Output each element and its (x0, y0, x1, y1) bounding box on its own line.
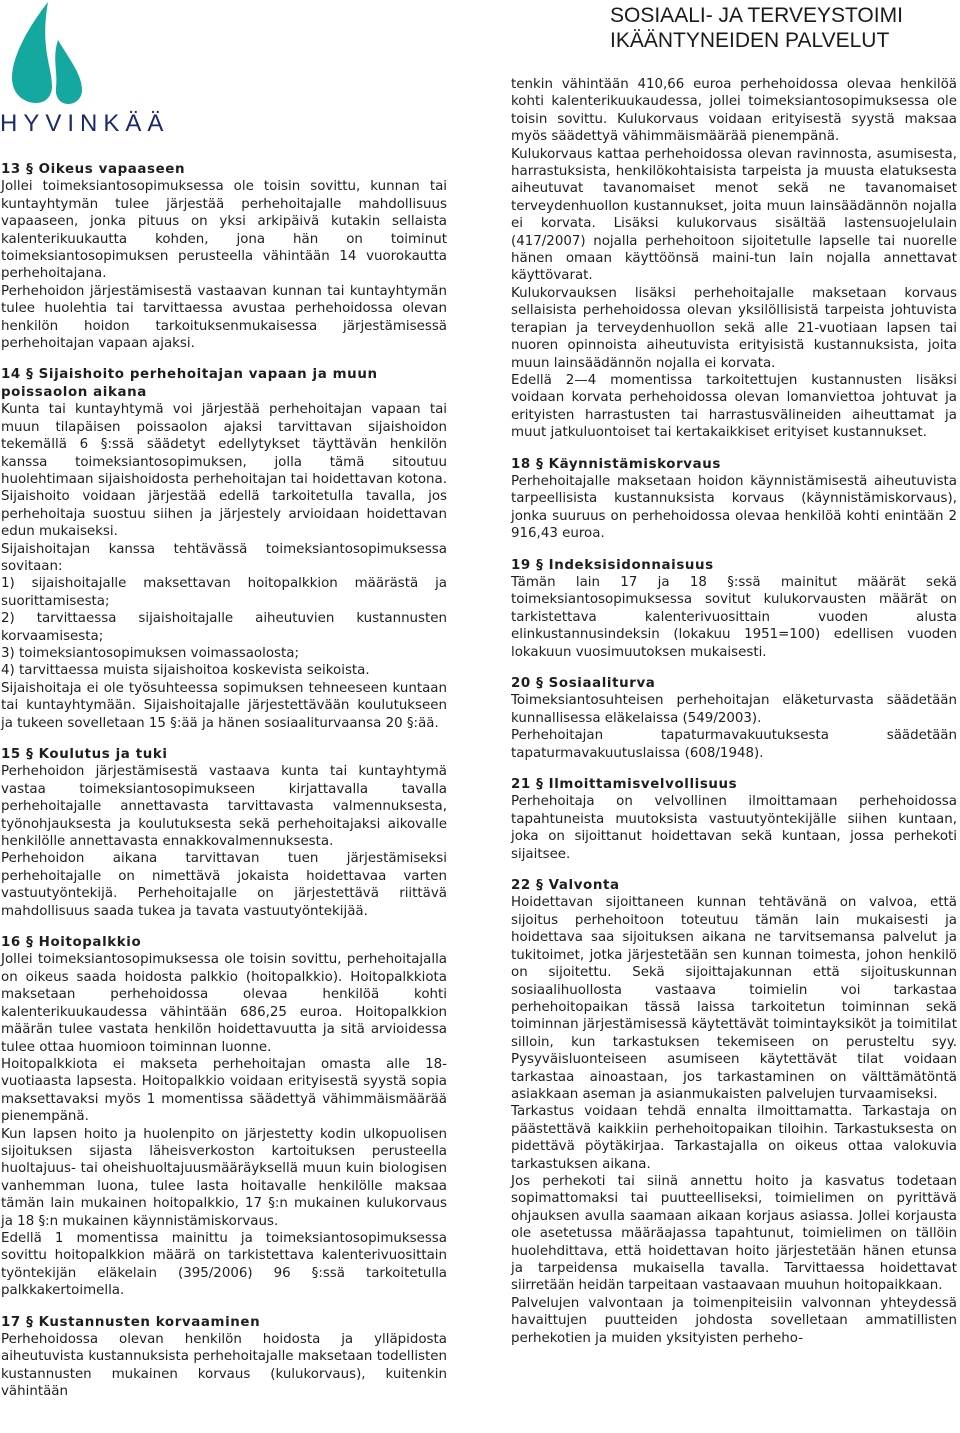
paragraph: Hoidettavan sijoittaneen kunnan tehtävänä on valvoa, että sijoitus perhehoitoon toteutuu tämän lain mukaisesti ja hoidettava saa sijoituksen aikana ne tarvitsemansa palvelut ja tukitoimet, jotka järjestetään sen kunnan toimesta, johon henkilö on sijoitettu. Sekä sijoittajakunnan että sijoituskunnan sosiaalihuollosta vastaava toimielin voi tarkastaa perhehoitopaikan tässä laissa tarkoitetun toiminnan sekä toiminnan järjestämisessä käytettävät toimintayksiköt ja toimitilat silloin, kun tarkastuksen tekemiseen on perusteltu syy. Pysyväisluonteiseen asumiseen käytettävät tilat voidaan tarkastaa ainoastaan, jos tarkastaminen on välttämätöntä asiakkaan aseman ja asianmukaisten palvelujen turvaamiseksi. (511, 895, 957, 1102)
paragraph: 3) toimeksiantosopimuksen voimassaolosta; (1, 645, 299, 661)
paragraph: Perhehoidon järjestämisestä vastaava kunta tai kuntayhtymä vastaa toimeksiantosopimukseen kirjattavalla tavalla perhehoitajalle annettavasta tarvittavasta valmennuksesta, työnohjauksesta ja koulutuksesta sekä perhehoitajaksi aikovalle henkilölle annettavasta ennakkovalmennuksesta. (1, 764, 447, 850)
left-column (1, 161, 447, 1415)
section (511, 776, 957, 863)
section (1, 934, 447, 1300)
section (511, 557, 957, 661)
paragraph: Perhehoitajan tapaturmavakuutuksesta säädetään tapaturmavakuutuslaissa (608/1948). (511, 728, 957, 761)
paragraph: tenkin vähintään 410,66 euroa perhehoidossa olevaa henkilöä kohti kalenterikuukaudessa, jollei toimeksiantosopimuksessa ole toisin sovittu. Kulukorvaus voidaan erityisestä syystä maksaa myös säädettyä vähimmäismäärää pienempänä. (511, 77, 957, 145)
section (511, 456, 957, 543)
paragraph: Jos perhekoti tai siinä annettu hoito ja kasvatus todetaan sopimattomaksi tai puutteelliseksi, toimielimen on pyrittävä ohjauksen avulla saamaan aikaan korjaus asiassa. Jollei korjausta ole asetetussa määräajassa tapahtunut, toimielimen on tällöin huolehdittava, että hoidettavan hoito järjestetään hänen etunsa ja tarpeidensa mukaisella tavalla. Tarvittaessa hoidettavat siirretään heidän tarpeitaan vastaavaan muuhun hoitopaikkaan. (511, 1173, 957, 1294)
department-line-2: IKÄÄNTYNEIDEN PALVELUT (610, 29, 890, 52)
paragraph: Kulukorvauksen lisäksi perhehoitajalle maksetaan korvaus sellaisista perhehoidossa olevan yksilöllisistä tarpeista johtuvista terapian ja terveydenhuollon sekä alle 21-vuotiaan lapsen tai nuoren opinnoista aiheutuvista erityisistä kustannuksista, joita muun lainsäädännön nojalla ei korvata. (511, 285, 957, 371)
logo-text: HYVINKÄÄ (0, 110, 170, 137)
section-heading: 13 § Oikeus vapaaseen (1, 162, 186, 177)
paragraph: Perhehoidon aikana tarvittavan tuen järjestämiseksi perhehoitajalle on nimettävä jokaista hoidettavaa varten vastuutyöntekijä. Perhehoitajalle on järjestettävä riittävä mahdollisuus saada tukea ja tavata vastuutyöntekijää. (1, 851, 447, 919)
section-heading: 20 § Sosiaaliturva (511, 676, 656, 691)
paragraph: Palvelujen valvontaan ja toimenpiteisiin valvonnan yhteydessä havaittujen puutteiden johdosta sovelletaan ammatillisten perhekotien ja muiden yksityisten perheho- (511, 1295, 957, 1346)
section (511, 76, 957, 442)
section (1, 746, 447, 920)
section-heading: 18 § Käynnistämiskorvaus (511, 456, 721, 472)
section-heading: 17 § Kustannusten korvaaminen (1, 1314, 261, 1330)
department-header (610, 3, 930, 53)
section-heading: 21 § Ilmoittamisvelvollisuus (511, 777, 738, 793)
paragraph: Sijaishoitaja ei ole työsuhteessa sopimuksen tehneeseen kuntaan tai kuntayhtymään. Sijaishoitajalle järjestettävään koulutukseen ja tukeen sovelletaan 15 §:ää ja hänen sosiaaliturvaansa 20 §:ää. (1, 680, 447, 731)
section (511, 877, 957, 1347)
section-heading: 19 § Indeksisidonnaisuus (511, 557, 714, 573)
paragraph: Kulukorvaus kattaa perhehoidossa olevan ravinnosta, asumisesta, harrastuksista, henkilökohtaisista tarpeista ja muusta elatuksesta aiheutuvat tavanomaiset menot sekä ne tavanomaiset terveydenhuollon kustannukset, joita muun lainsäädännön nojalla ei korvata. Lisäksi kulukorvaus sisältää lastensuojelulain (417/2007) nojalla perhehoitoon sijoitetulle lapselle tai nuorelle hänen omaan käyttöönsä maini-tun lain nojalla annettavat käyttövarat. (511, 146, 957, 284)
paragraph: Perhehoidon järjestämisestä vastaavan kunnan tai kuntayhtymän tulee huolehtia tai tarvittaessa avustaa perhehoidossa olevan henkilön hoidon tarkoituksenmukaisessa järjestämisessä perhehoitajan vapaan ajaksi. (1, 283, 447, 352)
paragraph: Edellä 2—4 momentissa tarkoitettujen kustannusten lisäksi voidaan korvata perhehoidossa olevan lomanviettoa johtuvat ja erityisten harrastusten tai harrastusvälineiden aiheuttamat ja muut jatkuluontoiset tai kertakaikkiset erityiset kustannukset. (511, 372, 957, 441)
paragraph: 4) tarvittaessa muista sijaishoitoa koskevista seikoista. (1, 663, 370, 679)
section (1, 1314, 447, 1401)
paragraph: Jollei toimeksiantosopimuksessa ole toisin sovittu, perhehoitajalla on oikeus saada hoidosta palkkio (hoitopalkkio). Hoitopalkkiota maksetaan perhehoidossa olevaa henkilöä kohti kalenterikuukaudessa vähintään 686,25 euroa. Hoitopalkkion määrän tulee vastata henkilön hoidettavuutta ja sitä arvioidessa tulee ottaa huomioon toiminnan luonne. (1, 952, 447, 1055)
paragraph: Hoitopalkkiota ei makseta perhehoitajan omasta alle 18-vuotiaasta lapsesta. Hoitopalkkio voidaan erityisestä syystä sopia maksettavaksi myös 1 momentissa säädettyä vähimmäismäärää pienempänä. (1, 1056, 447, 1125)
paragraph: Edellä 1 momentissa mainittu ja toimeksiantosopimuksessa sovittu hoitopalkkion määrä on tarkistettava kalenterivuosittain työntekijän eläkelain (395/2006) 96 §:ssä tarkoitetulla palkkakertoimella. (1, 1230, 447, 1299)
paragraph: Perhehoitajalle maksetaan hoidon käynnistämisestä aiheutuvista tarpeellisista kustannuksista korvaus (käynnistämiskorvaus), jonka suuruus on perhehoidossa olevaa henkilöä kohti enintään 2 916,43 euroa. (511, 473, 957, 542)
right-column (511, 76, 957, 1361)
section-heading: 16 § Hoitopalkkio (1, 935, 142, 951)
paragraph: Kun lapsen hoito ja huolenpito on järjestetty kodin ulkopuolisen sijoituksen sijasta läheisverkoston kartoituksen perusteella huoltajuus- tai oheishuoltajuusmääräyksellä muun kuin biologisen vanhemman luona, tulee lasta hoitavalle henkilölle maksaa tämän lain mukainen hoitopalkkio, 17 §:n mukainen kulukorvaus ja 18 §:n mukainen käynnistämiskorvaus. (1, 1126, 447, 1229)
section-heading: 14 § Sijaishoito perhehoitajan vapaan ja muun poissaolon aikana (1, 367, 378, 400)
department-line-1: SOSIAALI- JA TERVEYSTOIMI (610, 4, 903, 27)
section (511, 675, 957, 762)
section (1, 366, 447, 732)
paragraph: Perhehoidossa olevan henkilön hoidosta ja ylläpidosta aiheutuvista kustannuksista perhehoitajalle maksetaan todellisten kustannusten mukainen korvaus (kulukorvaus), kuitenkin vähintään (1, 1332, 447, 1400)
paragraph: Toimeksiantosuhteisen perhehoitajan eläketurvasta säädetään kunnallisessa eläkelaissa (549/2003). (511, 693, 957, 726)
section (1, 161, 447, 352)
paragraph: 1) sijaishoitajalle maksettavan hoitopalkkion määrästä ja suorittamisesta; (1, 576, 447, 609)
section-heading: 15 § Koulutus ja tuki (1, 747, 168, 762)
paragraph: Kunta tai kuntayhtymä voi järjestää perhehoitajan vapaan tai muun tilapäisen poissaolon ajaksi tarvittavan sijaishoidon tekemällä 6 §:ssä säädetyt edellytykset täyttävän henkilön kanssa toimeksiantosopimuksen, jolla tämä sitoutuu huolehtimaan sijaishoidosta perhehoitajan tai hoidettavan kotona. Sijaishoito voidaan järjestää edellä tarkoitetulla tavalla, jos perhehoitaja suostuu siihen ja järjestely arvioidaan hoidettavan edun mukaiseksi. (1, 402, 447, 540)
paragraph: Tämän lain 17 ja 18 §:ssä mainitut määrät sekä toimeksiantosopimuksessa sovitut kulukorvausten määrät on tarkistettava kalenterivuosittain vuoden alusta elinkustannusindeksin (lokakuu 1951=100) edellisen vuoden lokakuun vuosimuutoksen mukaisesti. (511, 574, 957, 660)
paragraph: Jollei toimeksiantosopimuksessa ole toisin sovittu, kunnan tai kuntayhtymän tulee järjestää perhehoitajalle mahdollisuus vapaaseen, jonka pituus on yksi arkipäivä kutakin sellaista kalenterikuukautta kohden, jona hän on toiminut toimeksiantosopimuksen perusteella vähintään 14 vuorokautta perhehoitajana. (1, 179, 447, 282)
paragraph: Perhehoitaja on velvollinen ilmoittamaan perhehoidossa tapahtuneista muutoksista vastuutyöntekijälle siihen kuntaan, joka on sijoittanut hoidettavan sekä kuntaan, jossa perhekoti sijaitsee. (511, 794, 957, 862)
paragraph: Tarkastus voidaan tehdä ennalta ilmoittamatta. Tarkastaja on päästettävä kaikkiin perhehoitopaikan tiloihin. Tarkastuksesta on pidettävä pöytäkirjaa. Tarkastajalla on oikeus ottaa valokuvia tarkastuksen aikana. (511, 1104, 957, 1172)
section-heading: 22 § Valvonta (511, 878, 620, 894)
paragraph: Sijaishoitajan kanssa tehtävässä toimeksiantosopimuksessa sovitaan: (1, 541, 447, 574)
paragraph: 2) tarvittaessa sijaishoitajalle aiheutuvien kustannusten korvaamisesta; (1, 611, 447, 644)
